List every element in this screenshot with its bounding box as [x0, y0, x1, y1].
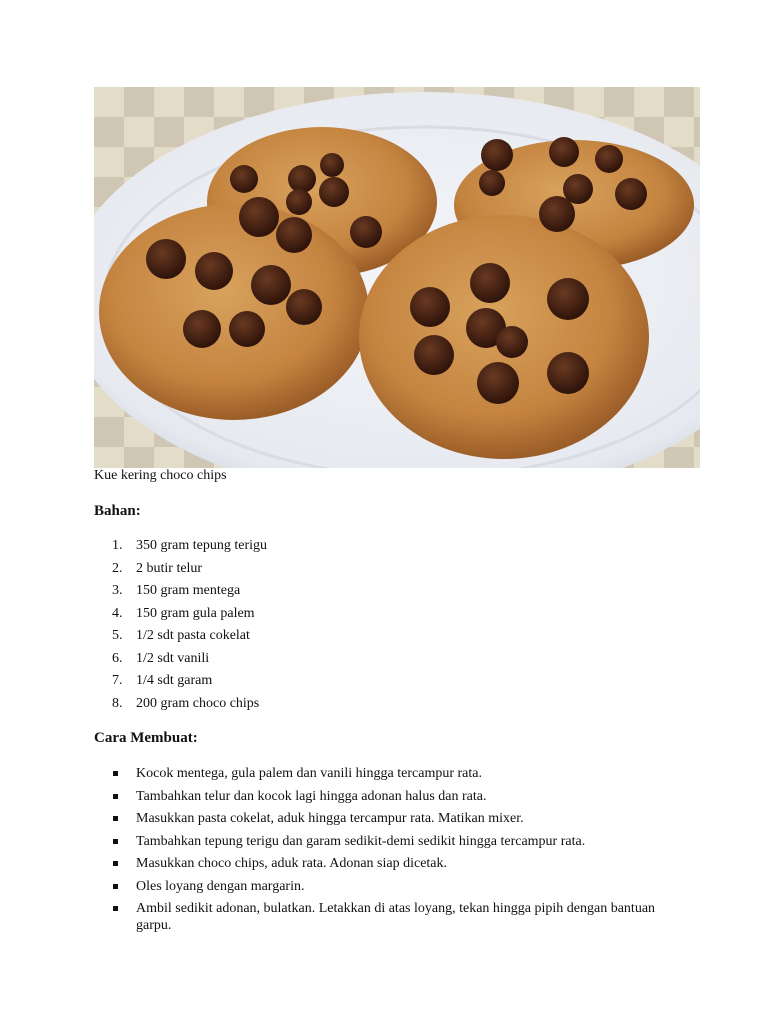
square-bullet-icon: [113, 906, 118, 911]
cookie-photo: [94, 87, 700, 468]
step-item: Ambil sedikit adonan, bulatkan. Letakkan di atas loyang, tekan hingga pipih dengan bantuan garpu.: [94, 900, 674, 934]
step-item: Masukkan choco chips, aduk rata. Adonan siap dicetak.: [94, 855, 674, 872]
step-item: Oles loyang dengan margarin.: [94, 878, 674, 895]
list-item: 2. 2 butir telur: [112, 560, 203, 576]
step-item: Tambahkan telur dan kocok lagi hingga adonan halus dan rata.: [94, 788, 674, 805]
photo-caption: Kue kering choco chips: [94, 468, 227, 483]
step-item: Tambahkan tepung terigu dan garam sedikit-demi sedikit hingga tercampur rata.: [94, 833, 674, 850]
step-item: Kocok mentega, gula palem dan vanili hingga tercampur rata.: [94, 765, 674, 782]
square-bullet-icon: [113, 884, 118, 889]
square-bullet-icon: [113, 794, 118, 799]
square-bullet-icon: [113, 771, 118, 776]
ingredients-list: [94, 537, 267, 717]
square-bullet-icon: [113, 861, 118, 866]
method-heading: Cara Membuat:: [94, 730, 198, 746]
list-item: 5. 1/2 sdt pasta cokelat: [112, 628, 250, 643]
list-item: 8. 200 gram choco chips: [112, 695, 260, 711]
list-item: 1. 350 gram tepung terigu: [112, 538, 268, 553]
list-item: 6. 1/2 sdt vanili: [112, 650, 210, 666]
list-item: 7. 1/4 sdt garam: [112, 673, 213, 688]
list-item: 3. 150 gram mentega: [112, 583, 241, 598]
list-item: 4. 150 gram gula palem: [112, 605, 255, 621]
method-steps: [94, 765, 674, 940]
step-item: Masukkan pasta cokelat, aduk hingga tercampur rata. Matikan mixer.: [94, 810, 674, 827]
ingredients-heading: Bahan:: [94, 503, 141, 519]
square-bullet-icon: [113, 839, 118, 844]
cookie: [99, 204, 369, 420]
square-bullet-icon: [113, 816, 118, 821]
